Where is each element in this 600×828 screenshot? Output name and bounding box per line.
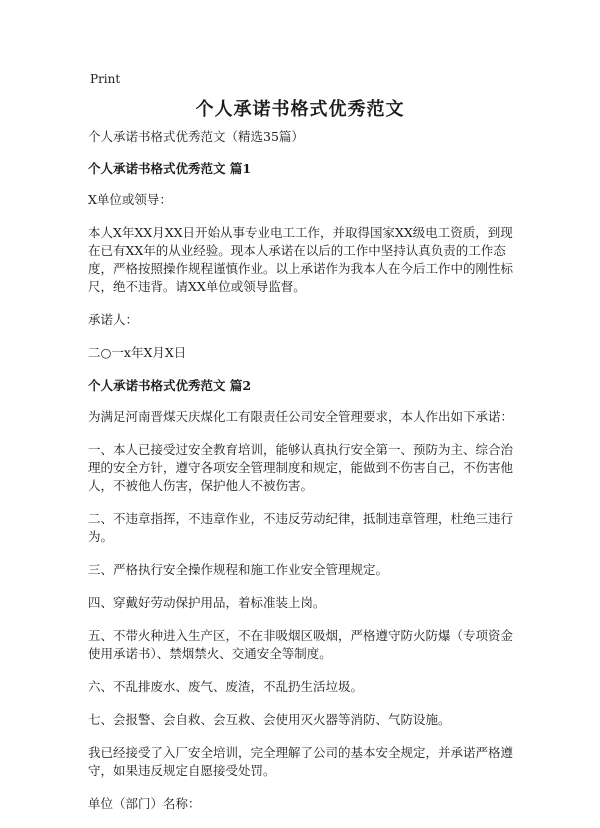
paragraph: 三、严格执行安全操作规程和施工作业安全管理规定。 <box>88 562 389 577</box>
page-title: 个人承诺书格式优秀范文 <box>195 99 405 120</box>
paragraph: 一、本人已接受过安全教育培训，能够认真执行安全第一、预防为主、综合治理的安全方针，遵守各项安全管理制度和规定，能做到不伤害自己，不伤害他人，不被他人伤害，保护他人不被伤害。 <box>88 442 514 493</box>
section-heading-2: 个人承诺书格式优秀范文 篇2 <box>88 378 252 393</box>
paragraph: 四、穿戴好劳动保护用品，着标准装上岗。 <box>88 595 326 610</box>
document-subtitle: 个人承诺书格式优秀范文（精选35篇） <box>88 129 304 144</box>
document-body <box>88 128 520 828</box>
paragraph: 我已经接受了入厂安全培训，完全理解了公司的基本安全规定，并承诺严格遵守，如果违反规定自愿接受处罚。 <box>88 745 514 778</box>
print-label[interactable]: Print <box>90 72 121 86</box>
date-line: 二○一x年X月X日 <box>88 345 187 360</box>
paragraph: 六、不乱排废水、废气、废渣，不乱扔生活垃圾。 <box>88 679 364 694</box>
paragraph: 二、不违章指挥，不违章作业，不违反劳动纪律，抵制违章管理，杜绝三违行为。 <box>88 511 514 544</box>
paragraph: 为满足河南晋煤天庆煤化工有限责任公司安全管理要求，本人作出如下承诺： <box>88 409 514 424</box>
section-heading-1: 个人承诺书格式优秀范文 篇1 <box>88 161 252 176</box>
paragraph: 本人X年XX月XX日开始从事专业电工工作，并取得国家XX级电工资质，到现在已有XX年的从业经验。现本人承诺在以后的工作中坚持认真负责的工作态度，严格按照操作规程谨慎作业。以上承诺作为我本人在今后工作中的刚性标尺，绝不违背。请XX单位或领导监督。 <box>88 225 514 294</box>
paragraph: 七、会报警、会自救、会互救、会使用灭火器等消防、气防设施。 <box>88 712 451 727</box>
paragraph: 五、不带火种进入生产区，不在非吸烟区吸烟，严格遵守防火防爆（专项资金使用承诺书）、禁烟禁火、交通安全等制度。 <box>88 628 514 661</box>
salutation: X单位或领导： <box>88 192 172 207</box>
unit-name-label: 单位（部门）名称： <box>88 796 201 811</box>
signatory-label: 承诺人： <box>88 312 139 327</box>
